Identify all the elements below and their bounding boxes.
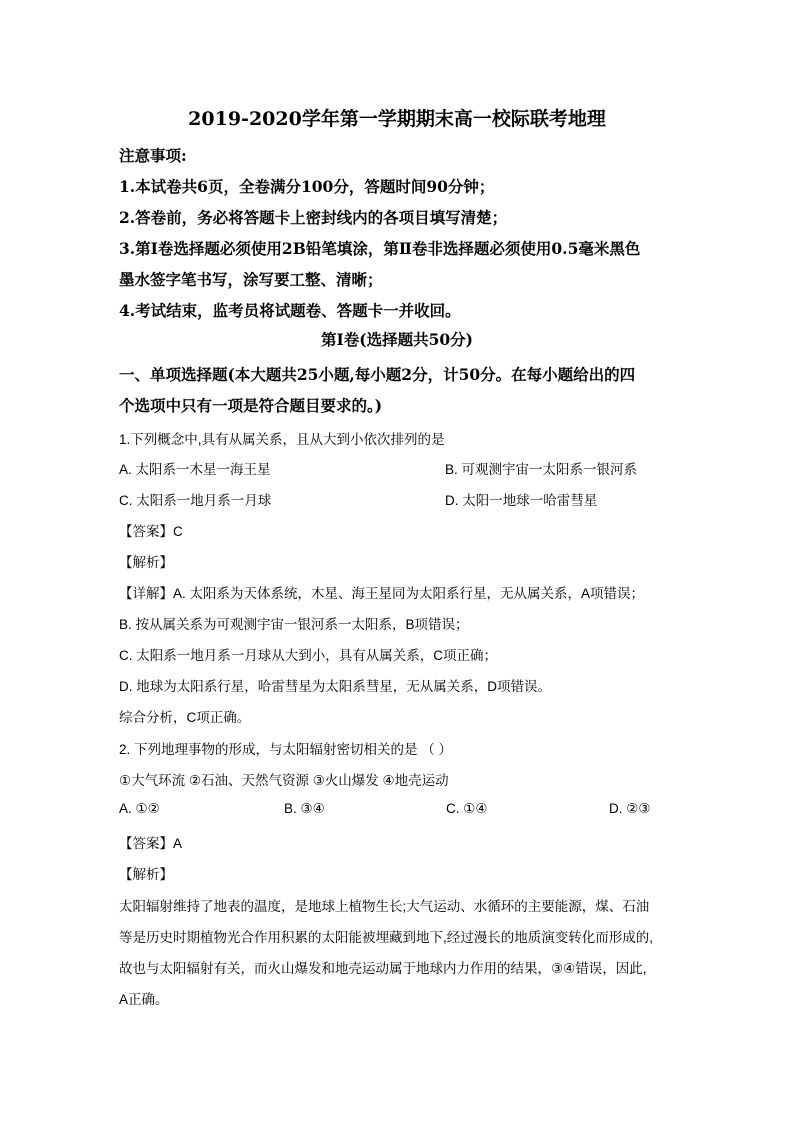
notice-item: 3.第Ⅰ卷选择题必须使用2B铅笔填涂，第Ⅱ卷非选择题必须使用0.5毫米黑色 — [119, 239, 641, 258]
notice-heading: 注意事项: — [119, 146, 187, 165]
section-title: 第Ⅰ卷(选择题共50分) — [321, 330, 473, 349]
notice-item: 2.答卷前，务必将答题卡上密封线内的各项目填写清楚； — [119, 208, 508, 227]
notice-item: 4.考试结束，监考员将试题卷、答题卡一并收回。 — [119, 301, 461, 320]
question-2-option-b: B. ③④ — [284, 801, 325, 816]
part-heading: 一、单项选择题(本大题共25小题,每小题2分，计50分。在每小题给出的四 — [119, 365, 636, 384]
question-2-stem: 2. 下列地理事物的形成，与太阳辐射密切相关的是 （ ） — [119, 742, 453, 757]
question-1-option-d: D. 太阳一地球一哈雷彗星 — [445, 493, 598, 508]
question-2-answer: 【答案】A — [119, 836, 183, 851]
question-1-detail: 【详解】A. 太阳系为天体系统，木星、海王星同为太阳系行星，无从属关系，A项错误； — [119, 586, 645, 601]
question-2-detail: 故也与太阳辐射有关，而火山爆发和地壳运动属于地球内力作用的结果，③④错误，因此, — [119, 961, 647, 976]
notice-item: 墨水签字笔书写，涂写要工整、清晰； — [119, 270, 383, 289]
question-1-answer: 【答案】C — [119, 524, 183, 539]
question-1-option-a: A. 太阳系一木星一海王星 — [119, 462, 271, 477]
question-2-items: ①大气环流 ②石油、天然气资源 ③火山爆发 ④地壳运动 — [119, 773, 449, 788]
question-2-detail: 等是历史时期植物光合作用积累的太阳能被埋藏到地下,经过漫长的地质演变转化而形成的, — [119, 930, 654, 945]
question-2-detail: 太阳辐射维持了地表的温度，是地球上植物生长;大气运动、水循环的主要能源，煤、石油 — [119, 899, 650, 914]
question-2-analysis-label: 【解析】 — [119, 867, 173, 882]
part-heading: 个选项中只有一项是符合题目要求的。) — [119, 396, 383, 415]
question-1-option-c: C. 太阳系一地月系一月球 — [119, 493, 272, 508]
question-1-stem: 1.下列概念中,具有从属关系，且从大到小依次排列的是 — [119, 432, 445, 447]
question-1-detail: D. 地球为太阳系行星，哈雷彗星为太阳系彗星，无从属关系，D项错误。 — [119, 679, 551, 694]
question-1-option-b: B. 可观测宇宙一太阳系一银河系 — [445, 462, 638, 477]
notice-item: 1.本试卷共6页，全卷满分100分，答题时间90分钟； — [119, 177, 495, 196]
question-1-detail: C. 太阳系一地月系一月球从大到小，具有从属关系，C项正确； — [119, 648, 497, 663]
question-1-analysis-label: 【解析】 — [119, 555, 173, 570]
question-1-detail: B. 按从属关系为可观测宇宙一银河系一太阳系，B项错误； — [119, 617, 469, 632]
exam-title: 2019-2020学年第一学期期末高一校际联考地理 — [188, 108, 606, 130]
question-2-option-d: D. ②③ — [609, 801, 651, 816]
question-2-option-c: C. ①④ — [446, 801, 488, 816]
question-2-detail: A正确。 — [119, 992, 169, 1007]
question-1-detail: 综合分析，C项正确。 — [119, 710, 251, 725]
question-2-option-a: A. ①② — [119, 801, 160, 816]
